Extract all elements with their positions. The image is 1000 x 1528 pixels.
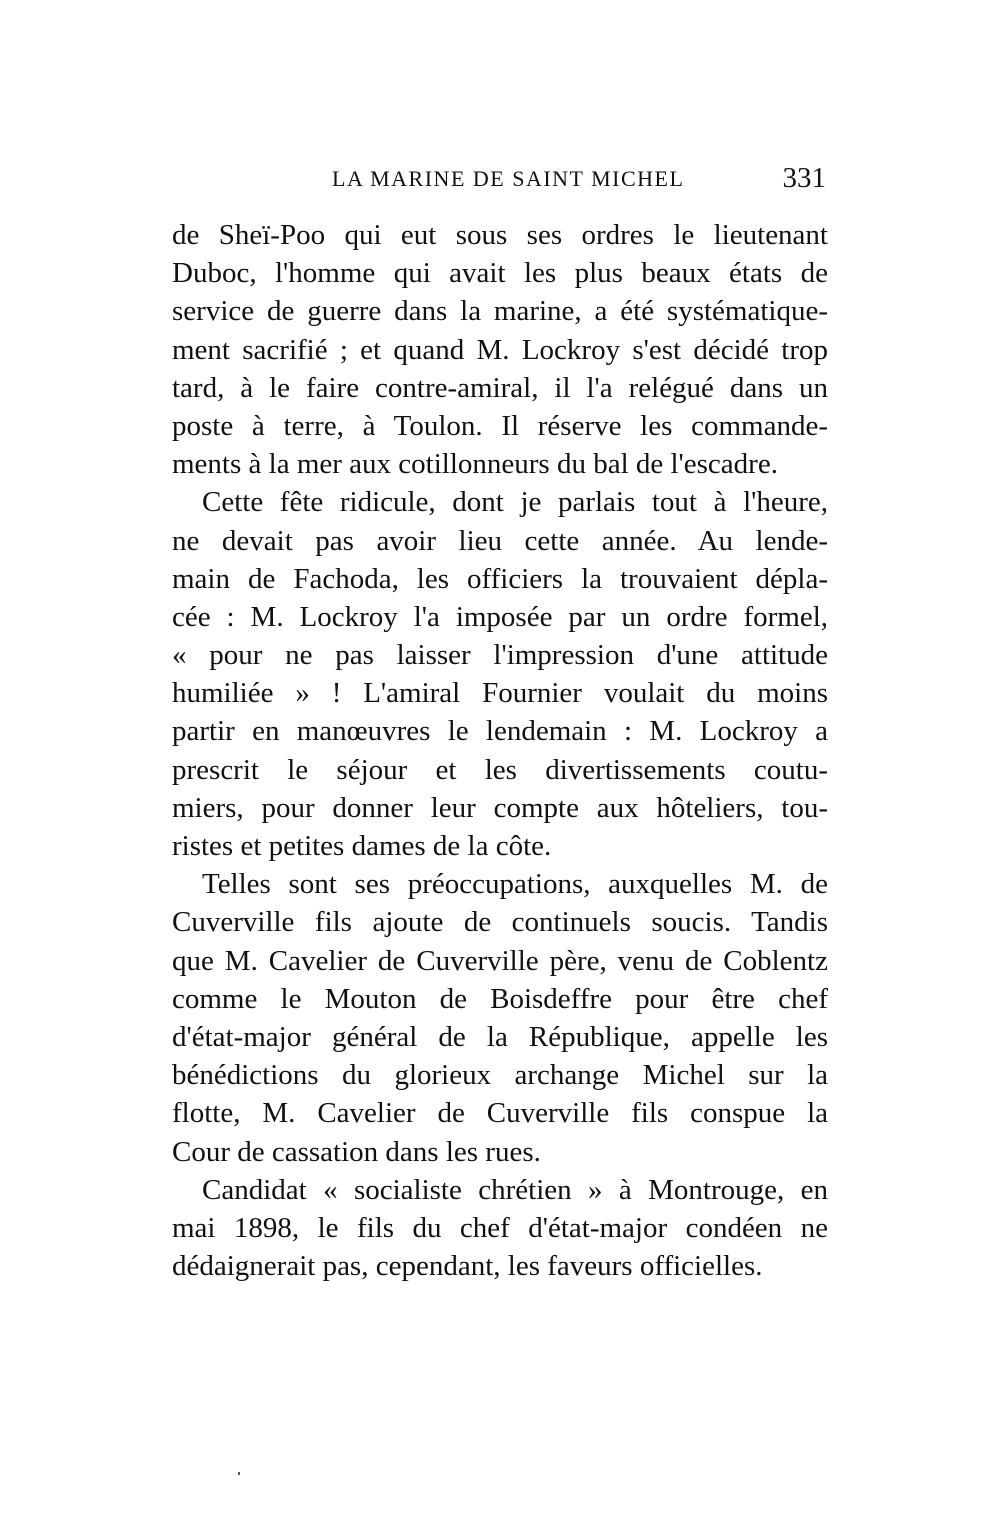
text-line: cée : M. Lockroy l'a imposée par un ordre formel,: [172, 600, 828, 633]
text-line: Telles sont ses préoccupations, auxquelles M. de: [202, 868, 828, 901]
text-line: service de guerre dans la marine, a été systématique-: [172, 295, 828, 328]
running-head: [172, 162, 828, 202]
text-line: humiliée » ! L'amiral Fournier voulait du moins: [172, 677, 828, 710]
text-line: d'état-major général de la République, appelle les: [172, 1020, 828, 1053]
text-line: mai 1898, le fils du chef d'état-major condéen ne: [172, 1211, 828, 1244]
text-line: dédaignerait pas, cependant, les faveurs officielles.: [172, 1250, 763, 1283]
text-line: comme le Mouton de Boisdeffre pour être chef: [172, 982, 828, 1015]
running-title: LA MARINE DE SAINT MICHEL: [332, 166, 685, 191]
text-line: ment sacrifié ; et quand M. Lockroy s'est décidé trop: [172, 333, 828, 366]
body-text: [172, 216, 828, 1285]
text-line: partir en manœuvres le lendemain : M. Lockroy a: [172, 715, 828, 748]
text-line: Cour de cassation dans les rues.: [172, 1135, 541, 1168]
page-number: 331: [782, 162, 826, 194]
text-line: Candidat « socialiste chrétien » à Montrouge, en: [202, 1173, 828, 1206]
text-line: Duboc, l'homme qui avait les plus beaux états de: [172, 257, 828, 290]
text-line: ristes et petites dames de la côte.: [172, 830, 552, 862]
text-line: que M. Cavelier de Cuverville père, venu de Coblentz: [172, 944, 828, 977]
print-speck: [238, 1472, 240, 1475]
text-line: de Sheï-Poo qui eut sous ses ordres le lieutenant: [172, 219, 828, 251]
text-line: ne devait pas avoir lieu cette année. Au lende-: [172, 524, 828, 557]
text-line: bénédictions du glorieux archange Michel sur la: [172, 1059, 828, 1092]
text-line: Cette fête ridicule, dont je parlais tout à l'heure,: [202, 486, 828, 519]
text-line: tard, à le faire contre-amiral, il l'a relégué dans un: [172, 371, 828, 404]
text-line: main de Fachoda, les officiers la trouvaient dépla-: [172, 562, 828, 595]
text-line: ments à la mer aux cotillonneurs du bal de l'escadre.: [172, 448, 778, 481]
text-line: miers, pour donner leur compte aux hôteliers, tou-: [172, 791, 828, 824]
text-line: Cuverville fils ajoute de continuels soucis. Tandis: [172, 906, 828, 939]
text-line: poste à terre, à Toulon. Il réserve les commande-: [172, 409, 828, 442]
text-line: « pour ne pas laisser l'impression d'une attitude: [172, 639, 828, 672]
text-line: flotte, M. Cavelier de Cuverville fils conspue la: [172, 1097, 828, 1130]
text-line: prescrit le séjour et les divertissements coutu-: [172, 753, 828, 786]
